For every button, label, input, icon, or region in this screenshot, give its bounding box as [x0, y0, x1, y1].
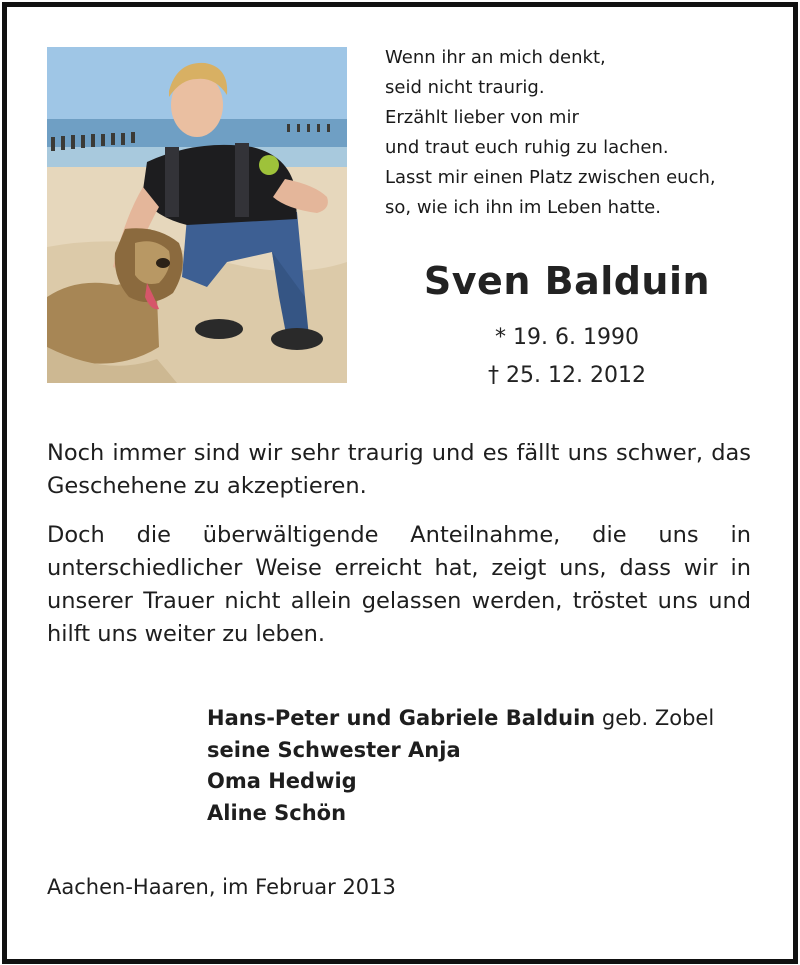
birth-date: * 19. 6. 1990 [495, 325, 639, 350]
paragraph-1: Noch immer sind wir sehr traurig und es fällt uns schwer, das Geschehene zu akzeptieren. [47, 440, 751, 499]
portrait-photo [47, 47, 347, 383]
signature-line-sister: seine Schwester Anja [207, 737, 461, 762]
signature-line-friend: Aline Schön [207, 800, 347, 825]
signature-line-parents [207, 703, 767, 735]
signatures [207, 703, 767, 829]
deceased-name: Sven Balduin [423, 259, 711, 303]
poem-line: Wenn ihr an mich denkt, [385, 47, 606, 68]
parents-name: Hans-Peter und Gabriele Balduin [207, 706, 596, 730]
paragraph-2: Doch die überwältigende Anteilnahme, die uns in unterschiedlicher Weise erreicht hat, zeigt uns, dass wir in unserer Trauer nicht allein gelassen werden, tröstet uns und hilft uns weiter zu leben. [47, 522, 751, 647]
signature-line-grandmother: Oma Hedwig [207, 769, 357, 793]
place-and-date: Aachen-Haaren, im Februar 2013 [47, 875, 396, 899]
poem-line: so, wie ich ihn im Leben hatte. [385, 197, 661, 218]
life-dates [347, 319, 787, 395]
obituary-frame [2, 2, 798, 964]
body-text [47, 437, 751, 667]
death-date: † 25. 12. 2012 [488, 363, 646, 388]
maiden-name: geb. Zobel [595, 706, 715, 730]
poem [385, 43, 765, 223]
poem-line: Lasst mir einen Platz zwischen euch, [385, 167, 716, 188]
poem-line: und traut euch ruhig zu lachen. [385, 137, 669, 158]
poem-line: Erzählt lieber von mir [385, 107, 579, 128]
poem-line: seid nicht traurig. [385, 77, 545, 98]
